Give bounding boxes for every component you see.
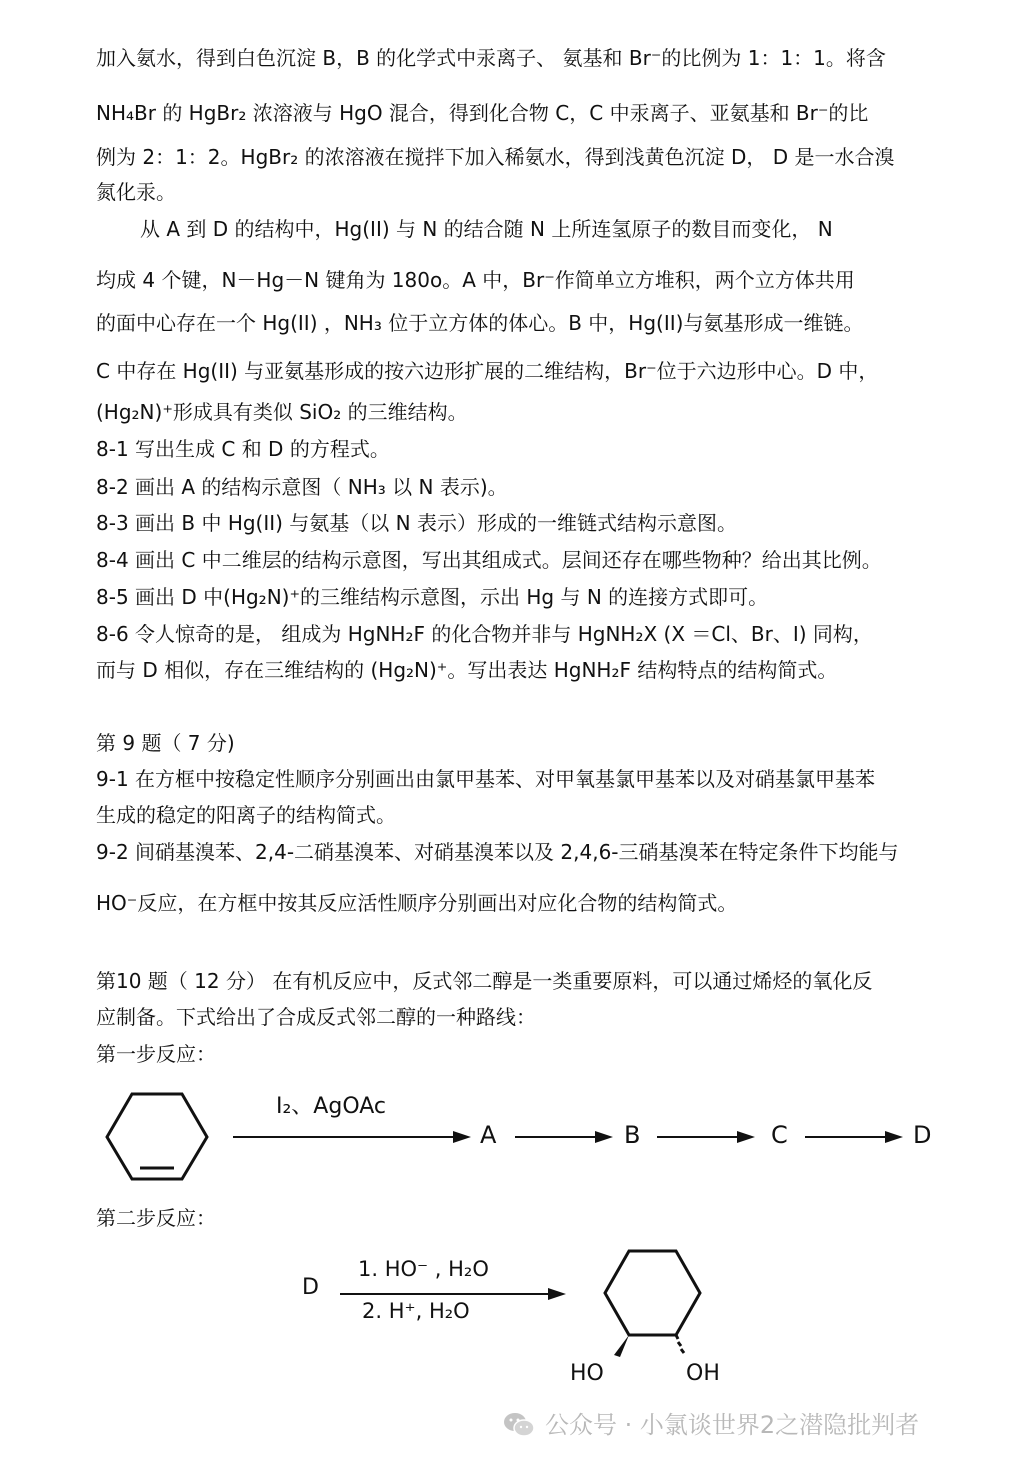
question-9-2: 9-2 间硝基溴苯、2,4-二硝基溴苯、对硝基溴苯以及 2,4,6-三硝基溴苯在特定条件下均能与: [96, 840, 899, 864]
question-10-cont: 应制备。下式给出了合成反式邻二醇的一种路线：: [96, 1005, 536, 1029]
text-line-7: 的面中心存在一个 Hg(II) ，NH₃ 位于立方体的体心。B 中，Hg(II)与氨基形成一维链。: [96, 311, 864, 335]
question-8-5: 8-5 画出 D 中(Hg₂N)⁺的三维结构示意图，示出 Hg 与 N 的连接方式即可。: [96, 585, 769, 609]
wechat-icon: [503, 1411, 535, 1439]
question-9-heading: 第 9 题（ 7 分): [96, 731, 235, 755]
question-8-4: 8-4 画出 C 中二维层的结构示意图，写出其组成式。层间还存在哪些物种？给出其比例。: [96, 548, 882, 572]
text-line-5: 从 A 到 D 的结构中，Hg(II) 与 N 的结合随 N 上所连氢原子的数目而变化， N: [140, 217, 833, 241]
question-10-heading: 第10 题（ 12 分） 在有机反应中，反式邻二醇是一类重要原料，可以通过烯烃的氧化反: [96, 969, 873, 993]
question-8-6: 8-6 令人惊奇的是， 组成为 HgNH₂F 的化合物并非与 HgNH₂X (X ＝Cl、Br、I) 同构，: [96, 622, 873, 646]
step1-title: 第一步反应：: [96, 1042, 216, 1066]
cyclohexene-structure: [100, 1090, 215, 1185]
text-line-6: 均成 4 个键，N－Hg－N 键角为 180o。A 中，Br⁻作简单立方堆积，两个立方体共用: [96, 268, 855, 292]
question-8-1: 8-1 写出生成 C 和 D 的方程式。: [96, 437, 390, 461]
question-9-1: 9-1 在方框中按稳定性顺序分别画出由氯甲基苯、对甲氧基氯甲基苯以及对硝基氯甲基苯: [96, 767, 876, 791]
text-line-8: C 中存在 Hg(II) 与亚氨基形成的按六边形扩展的二维结构，Br⁻位于六边形中心。D 中，: [96, 359, 879, 383]
trans-cyclohexanediol-structure: [590, 1245, 740, 1365]
text-line-9: (Hg₂N)⁺形成具有类似 SiO₂ 的三维结构。: [96, 400, 468, 424]
text-line-2: NH₄Br 的 HgBr₂ 浓溶液与 HgO 混合，得到化合物 C，C 中汞离子、亚氨基和 Br⁻的比: [96, 101, 869, 125]
step1-arrow-ab: [515, 1130, 615, 1144]
product-c: C: [771, 1121, 788, 1149]
watermark: [503, 1405, 1023, 1445]
step1-arrow-bc: [657, 1130, 757, 1144]
question-9-2-cont: HO⁻反应，在方框中按其反应活性顺序分别画出对应化合物的结构简式。: [96, 891, 738, 915]
question-9-1-cont: 生成的稳定的阳离子的结构简式。: [96, 803, 396, 827]
hydroxyl-left: HO: [570, 1361, 604, 1386]
watermark-text: 公众号 · 小氯谈世界2之潜隐批判者: [545, 1411, 920, 1439]
product-b: B: [624, 1121, 641, 1149]
step2-title: 第二步反应：: [96, 1206, 216, 1230]
step2-condition-2: 2. H⁺, H₂O: [362, 1299, 470, 1323]
question-8-3: 8-3 画出 B 中 Hg(II) 与氨基（以 N 表示）形成的一维链式结构示意图。: [96, 511, 737, 535]
hydroxyl-right: OH: [686, 1361, 720, 1386]
step1-arrow-main: [233, 1130, 473, 1144]
step1-arrow-cd: [805, 1130, 905, 1144]
step1-reagent: I₂、AgOAc: [276, 1094, 387, 1119]
text-line-4: 氮化汞。: [96, 180, 176, 204]
text-line-1: 加入氨水，得到白色沉淀 B，B 的化学式中汞离子、 氨基和 Br⁻的比例为 1：1：1。将含: [96, 46, 886, 70]
product-a: A: [480, 1121, 497, 1149]
step2-start-d: D: [302, 1275, 319, 1300]
question-8-2: 8-2 画出 A 的结构示意图（ NH₃ 以 N 表示)。: [96, 475, 508, 499]
question-8-6-cont: 而与 D 相似，存在三维结构的 (Hg₂N)⁺。写出表达 HgNH₂F 结构特点的结构简式。: [96, 658, 838, 682]
product-d: D: [913, 1121, 932, 1149]
text-line-3: 例为 2：1：2。HgBr₂ 的浓溶液在搅拌下加入稀氨水，得到浅黄色沉淀 D， D 是一水合溴: [96, 145, 895, 169]
step2-condition-1: 1. HO⁻ , H₂O: [358, 1257, 489, 1281]
